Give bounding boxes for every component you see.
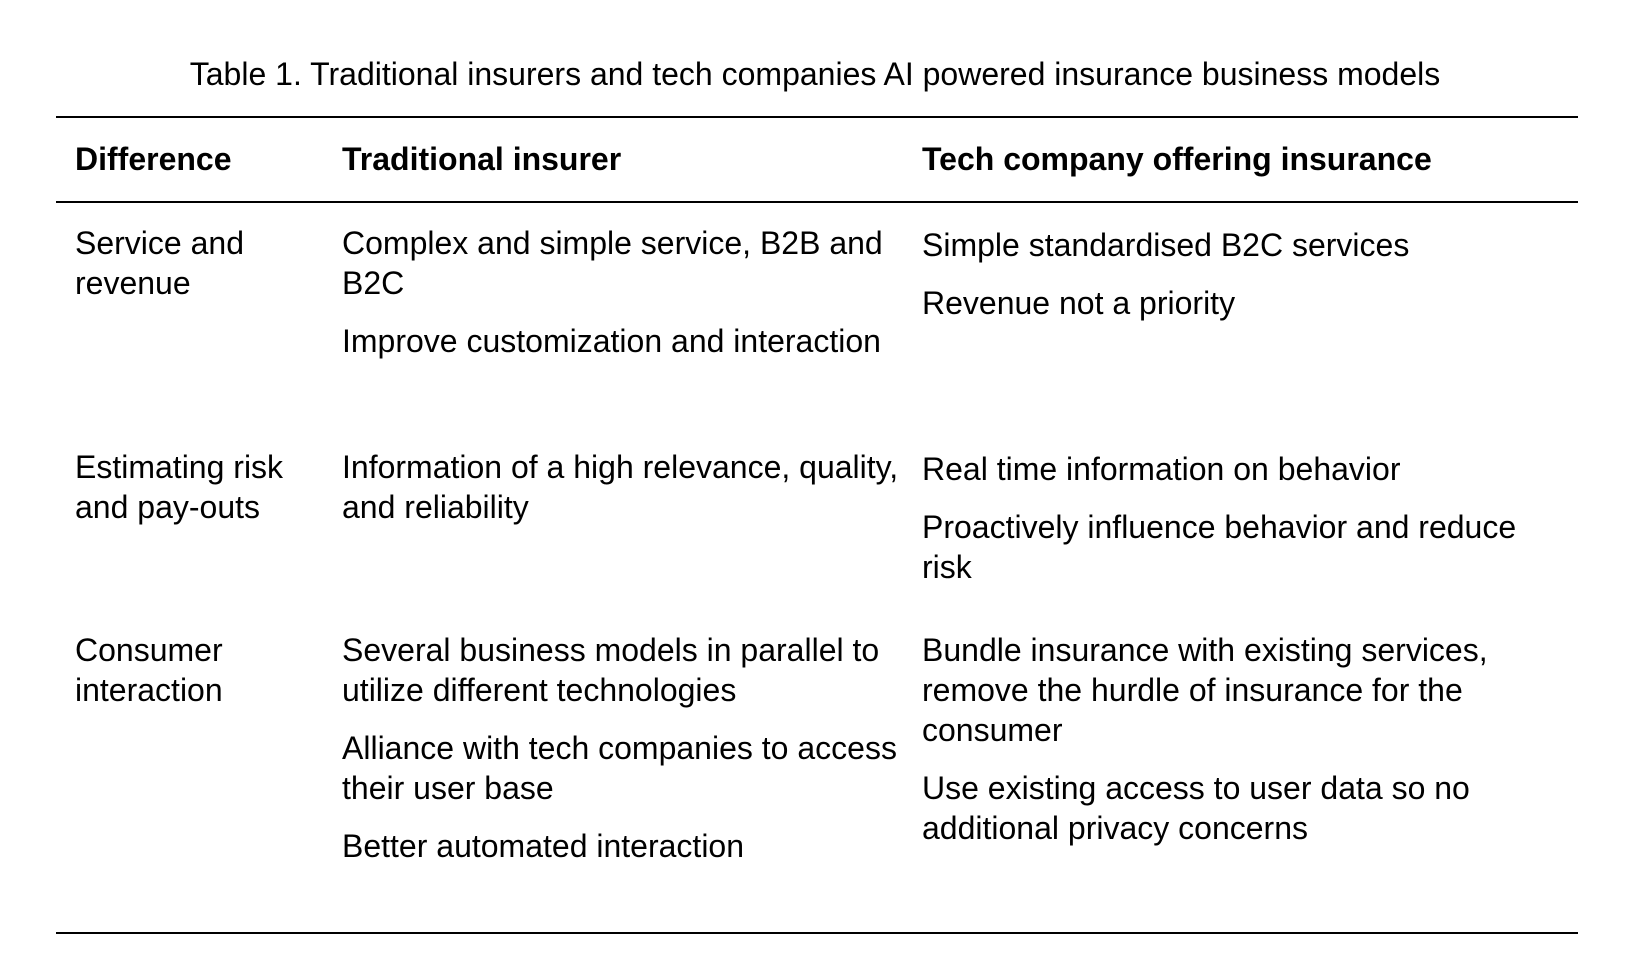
header-traditional-insurer: Traditional insurer <box>342 141 622 177</box>
row-1-tech-item: Simple standardised B2C services <box>922 227 1410 263</box>
row-1-tech <box>922 225 1572 323</box>
table-top-rule <box>56 116 1578 118</box>
header-difference: Difference <box>75 141 232 177</box>
row-1-traditional <box>342 223 902 361</box>
row-3-traditional-item: Alliance with tech companies to access their user base <box>342 730 897 806</box>
row-3-tech-item: Bundle insurance with existing services, remove the hurdle of insurance for the consumer <box>922 632 1488 748</box>
table-bottom-rule <box>56 932 1578 934</box>
header-tech-company: Tech company offering insurance <box>922 141 1432 177</box>
row-2-tech <box>922 449 1572 587</box>
row-2-traditional <box>342 447 902 527</box>
table-caption: Table 1. Traditional insurers and tech companies AI powered insurance business models <box>189 56 1441 92</box>
row-3-traditional-item: Several business models in parallel to utilize different technologies <box>342 632 880 708</box>
row-1-difference: Service and revenue <box>75 225 244 301</box>
row-2-difference: Estimating risk and pay-outs <box>75 449 284 525</box>
row-3-difference: Consumer interaction <box>75 632 223 708</box>
row-1-traditional-item: Complex and simple service, B2B and B2C <box>342 225 883 301</box>
row-2-tech-item: Proactively influence behavior and reduce risk <box>922 509 1517 585</box>
row-1-traditional-item: Improve customization and interaction <box>342 323 881 359</box>
row-1-tech-item: Revenue not a priority <box>922 285 1236 321</box>
row-3-tech-item: Use existing access to user data so no additional privacy concerns <box>922 770 1470 846</box>
row-2-traditional-item: Information of a high relevance, quality, and reliability <box>342 449 899 525</box>
table-header-rule <box>56 201 1578 203</box>
row-3-tech <box>922 630 1572 848</box>
row-3-traditional-item: Better automated interaction <box>342 828 745 864</box>
row-3-traditional <box>342 630 902 866</box>
row-2-tech-item: Real time information on behavior <box>922 451 1401 487</box>
